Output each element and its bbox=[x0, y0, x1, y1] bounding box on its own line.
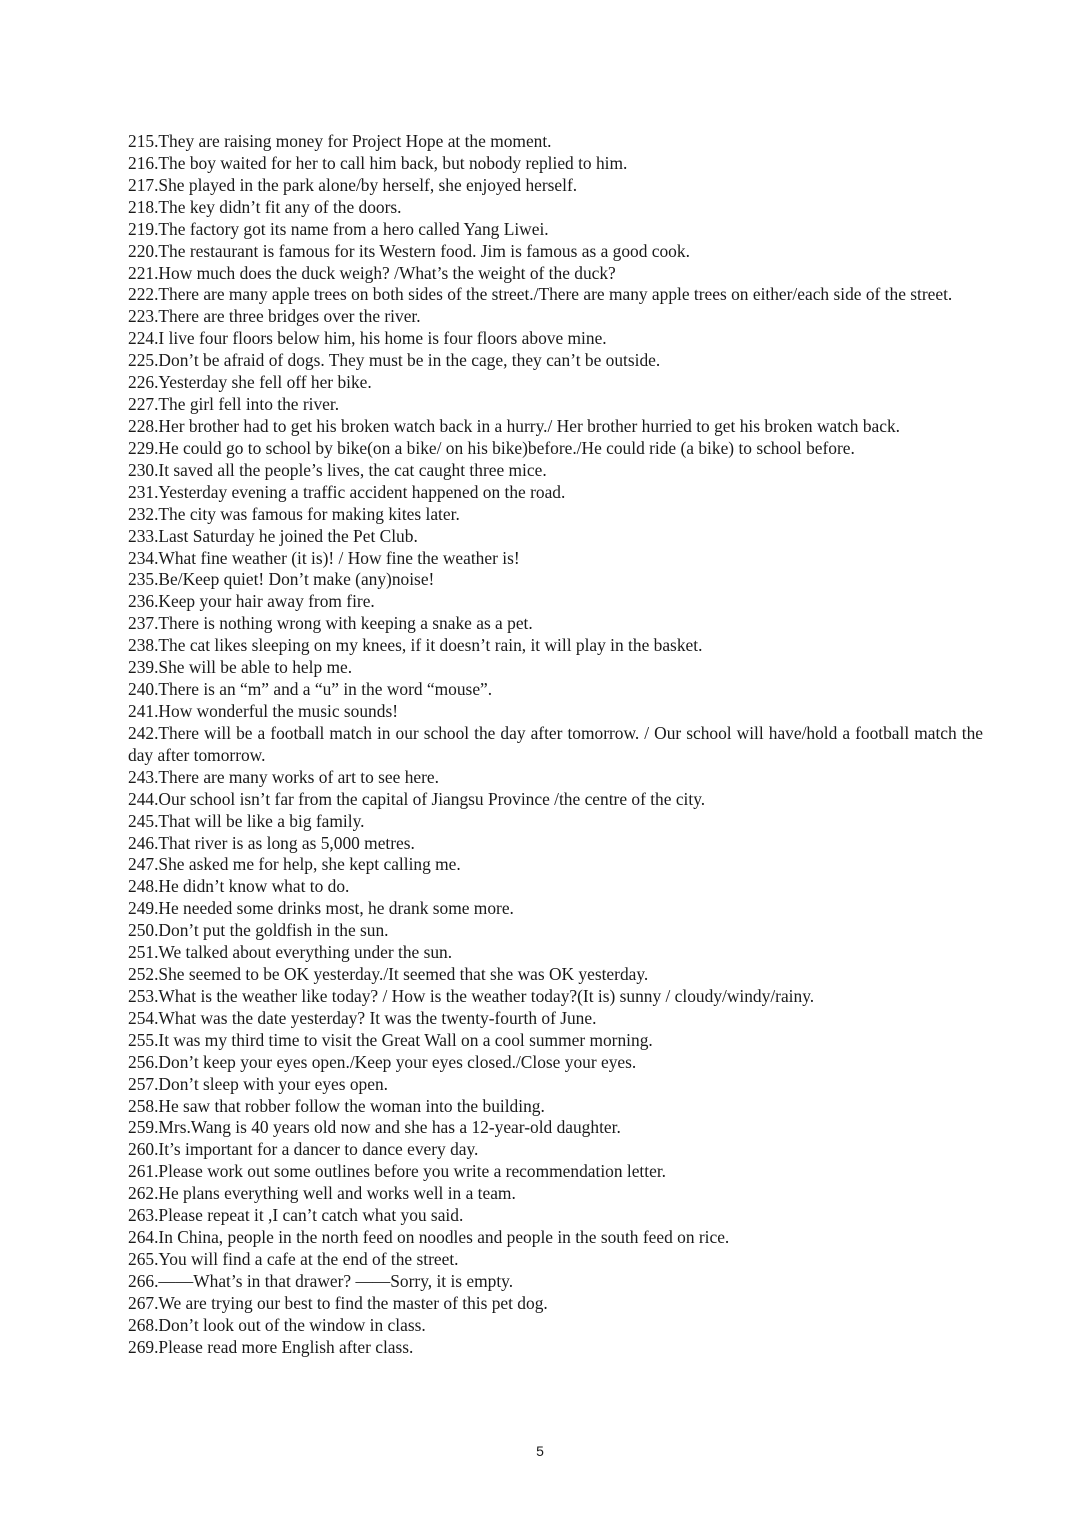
page-number: 5 bbox=[536, 1443, 544, 1459]
sentence-265: 265.You will find a cafe at the end of the street. bbox=[128, 1249, 459, 1270]
sentence-266: 266.——What’s in that drawer? ——Sorry, it is empty. bbox=[128, 1270, 514, 1291]
sentence-241: 241.How wonderful the music sounds! bbox=[128, 700, 399, 721]
sentence-269: 269.Please read more English after class. bbox=[128, 1336, 414, 1357]
sentence-216: 216.The boy waited for her to call him back, but nobody replied to him. bbox=[128, 152, 628, 173]
sentence-254: 254.What was the date yesterday? It was the twenty-fourth of June. bbox=[128, 1007, 597, 1028]
sentence-237: 237.There is nothing wrong with keeping a snake as a pet. bbox=[128, 613, 533, 634]
sentence-234: 234.What fine weather (it is)! / How fine the weather is! bbox=[128, 547, 520, 568]
sentence-231: 231.Yesterday evening a traffic accident happened on the road. bbox=[128, 481, 566, 502]
sentence-261: 261.Please work out some outlines before you write a recommendation letter. bbox=[128, 1161, 666, 1182]
sentence-252: 252.She seemed to be OK yesterday./It seemed that she was OK yesterday. bbox=[128, 964, 649, 985]
sentence-268: 268.Don’t look out of the window in class. bbox=[128, 1314, 426, 1335]
sentence-223: 223.There are three bridges over the river. bbox=[128, 306, 421, 327]
sentence-218: 218.The key didn’t fit any of the doors. bbox=[128, 196, 402, 217]
sentence-248: 248.He didn’t know what to do. bbox=[128, 876, 350, 897]
sentence-220: 220.The restaurant is famous for its Western food. Jim is famous as a good cook. bbox=[128, 240, 690, 261]
sentence-251: 251.We talked about everything under the sun. bbox=[128, 942, 453, 963]
answer-list bbox=[128, 131, 983, 1359]
sentence-250: 250.Don’t put the goldfish in the sun. bbox=[128, 920, 389, 941]
sentence-243: 243.There are many works of art to see here. bbox=[128, 766, 439, 787]
sentence-222: 222.There are many apple trees on both sides of the street./There are many apple trees on either/each side of the street. bbox=[128, 284, 953, 305]
sentence-224: 224.I live four floors below him, his home is four floors above mine. bbox=[128, 328, 607, 349]
sentence-229: 229.He could go to school by bike(on a bike/ on his bike)before./He could ride (a bike) to school before. bbox=[128, 437, 855, 458]
sentence-247: 247.She asked me for help, she kept calling me. bbox=[128, 854, 461, 875]
sentence-245: 245.That will be like a big family. bbox=[128, 810, 365, 831]
sentence-232: 232.The city was famous for making kites later. bbox=[128, 503, 460, 524]
sentence-221: 221.How much does the duck weigh? /What’s the weight of the duck? bbox=[128, 262, 616, 283]
sentence-236: 236.Keep your hair away from fire. bbox=[128, 591, 375, 612]
sentence-240: 240.There is an “m” and a “u” in the word “mouse”. bbox=[128, 679, 493, 700]
sentence-233: 233.Last Saturday he joined the Pet Club. bbox=[128, 525, 418, 546]
sentence-253: 253.What is the weather like today? / How is the weather today?(It is) sunny / cloudy/windy/rainy. bbox=[128, 985, 815, 1006]
sentence-238: 238.The cat likes sleeping on my knees, if it doesn’t rain, it will play in the basket. bbox=[128, 635, 703, 656]
sentence-264: 264.In China, people in the north feed on noodles and people in the south feed on rice. bbox=[128, 1227, 730, 1248]
sentence-246: 246.That river is as long as 5,000 metres. bbox=[128, 832, 415, 853]
sentence-263: 263.Please repeat it ,I can’t catch what you said. bbox=[128, 1205, 464, 1226]
sentence-256: 256.Don’t keep your eyes open./Keep your eyes closed./Close your eyes. bbox=[128, 1051, 637, 1072]
sentence-267: 267.We are trying our best to find the master of this pet dog. bbox=[128, 1292, 548, 1313]
sentence-235: 235.Be/Keep quiet! Don’t make (any)noise! bbox=[128, 569, 435, 590]
sentence-259: 259.Mrs.Wang is 40 years old now and she has a 12-year-old daughter. bbox=[128, 1117, 621, 1138]
sentence-225: 225.Don’t be afraid of dogs. They must be in the cage, they can’t be outside. bbox=[128, 350, 661, 371]
sentence-255: 255.It was my third time to visit the Great Wall on a cool summer morning. bbox=[128, 1029, 653, 1050]
sentence-242: 242.There will be a football match in our school the day after tomorrow. / Our school will have/hold a football match the day after tomorrow. bbox=[128, 722, 983, 765]
sentence-258: 258.He saw that robber follow the woman into the building. bbox=[128, 1095, 545, 1116]
sentence-228: 228.Her brother had to get his broken watch back in a hurry./ Her brother hurried to get his broken watch back. bbox=[128, 415, 901, 436]
sentence-244: 244.Our school isn’t far from the capital of Jiangsu Province /the centre of the city. bbox=[128, 788, 706, 809]
sentence-227: 227.The girl fell into the river. bbox=[128, 394, 340, 415]
sentence-215: 215.They are raising money for Project Hope at the moment. bbox=[128, 131, 552, 151]
sentence-262: 262.He plans everything well and works well in a team. bbox=[128, 1183, 516, 1204]
sentence-226: 226.Yesterday she fell off her bike. bbox=[128, 372, 372, 393]
sentence-217: 217.She played in the park alone/by herself, she enjoyed herself. bbox=[128, 174, 578, 195]
sentence-249: 249.He needed some drinks most, he drank some more. bbox=[128, 898, 514, 919]
sentence-257: 257.Don’t sleep with your eyes open. bbox=[128, 1073, 389, 1094]
sentence-260: 260.It’s important for a dancer to dance every day. bbox=[128, 1139, 479, 1160]
sentence-239: 239.She will be able to help me. bbox=[128, 657, 353, 678]
sentence-230: 230.It saved all the people’s lives, the cat caught three mice. bbox=[128, 459, 547, 480]
sentence-219: 219.The factory got its name from a hero called Yang Liwei. bbox=[128, 218, 549, 239]
